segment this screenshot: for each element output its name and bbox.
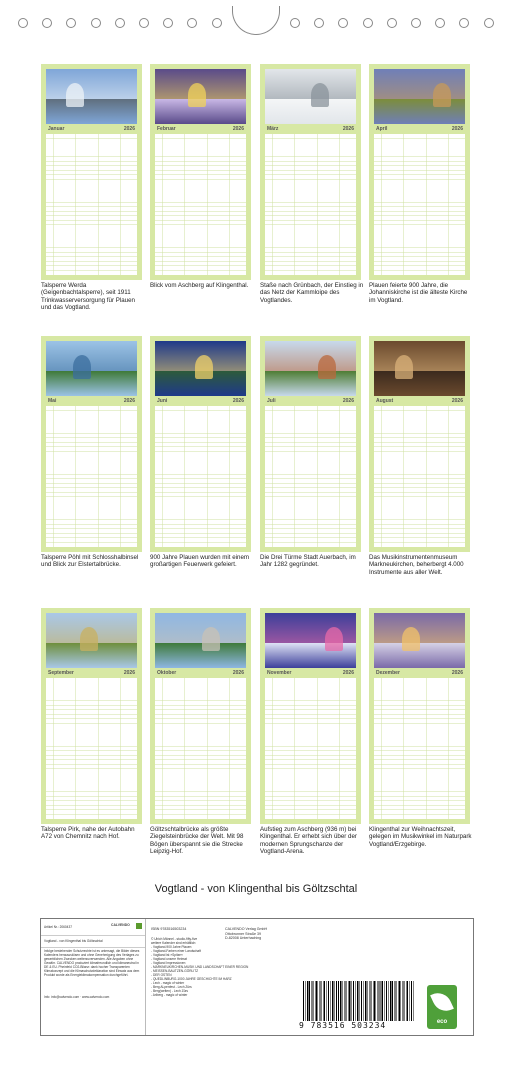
photo-subject — [318, 355, 336, 379]
photo-landscape — [374, 371, 465, 396]
credit-line: weitere Kalender sind erhältlich: — [151, 941, 197, 945]
photo-subject — [433, 83, 451, 107]
product-info-panel — [40, 918, 474, 1036]
credit-line: - MARKNEUKIRCHEN-MUSIK UND LANDSCHAFT EINER REGION — [151, 965, 249, 969]
calvendo-logo-small: CALVENDO — [111, 923, 130, 927]
month-card — [150, 64, 251, 280]
credits-list — [151, 941, 301, 997]
month-name: März — [267, 126, 279, 132]
month-card — [369, 64, 470, 280]
credit-line: - Vogtland unsere Heimat — [151, 957, 187, 961]
month-name: Oktober — [157, 670, 177, 676]
month-photo — [46, 613, 137, 668]
month-header — [374, 397, 465, 405]
legal-text: Infolge bestehender Schutzrechte ist es untersagt, die Bilder dieses Kalenders herauszulösen und ohne Genehmigung des Verlages zu gewerblichen Zwecken weiterzuverwenden. Alle Angaben ohne Gewähr. CALVENDO produziert klimafreundlich und klimaneutral in DE & EU. Pheinfeld CO2-Bilanz: dank hocher Transparenten Klimakonzept und die Klimaschutzdeklaration sind Einsatz aus dem Produkt wurde als Energieklimakompensation durchgeführt. — [44, 949, 140, 977]
month-header — [265, 125, 356, 133]
month-card — [369, 336, 470, 552]
month-header — [46, 397, 137, 405]
month-photo — [374, 341, 465, 396]
month-header — [265, 669, 356, 677]
copyright: © Ulrich Männel - studio-fifty-five — [151, 937, 198, 941]
month-caption: Talsperre Werda (Geigenbachtalsperre), seit 1911 Trinkwasserversorgung für Plauen und das Vogtland. — [41, 282, 135, 312]
month-header — [155, 669, 246, 677]
month-photo — [265, 69, 356, 124]
leaf-icon — [430, 989, 454, 1016]
publisher-line: D-82008 Unterhaching — [225, 936, 262, 941]
month-name: April — [376, 126, 388, 132]
publisher-column — [225, 927, 315, 941]
credit-line: - MEISSEN-BAUTZEN-GÖRLITZ — [151, 969, 199, 973]
photo-landscape — [374, 99, 465, 124]
month-name: Januar — [48, 126, 65, 132]
article-number: Artikel Nr.: 2060437 — [44, 925, 72, 929]
photo-subject — [325, 627, 343, 651]
month-year: 2026 — [232, 398, 244, 404]
month-year: 2026 — [232, 670, 244, 676]
photo-subject — [311, 83, 329, 107]
month-name: Juni — [157, 398, 168, 404]
planner-grid — [265, 134, 356, 275]
planner-grid — [155, 678, 246, 819]
month-photo — [46, 69, 137, 124]
photo-subject — [66, 83, 84, 107]
barcode-number: 9 783516 503234 — [299, 1021, 387, 1030]
month-card — [260, 64, 361, 280]
credit-line: - Vogtland ist »Spitze« — [151, 953, 183, 957]
month-year: 2026 — [342, 398, 354, 404]
planner-grid — [155, 134, 246, 275]
barcode — [303, 981, 415, 1021]
publisher-line: CALVENDO Verlag GmbH — [225, 927, 268, 931]
photo-landscape — [155, 643, 246, 668]
month-card — [369, 608, 470, 824]
calvendo-logo-icon — [136, 923, 142, 929]
photo-subject — [80, 627, 98, 651]
credit-line: - Vogtland Impressionen — [151, 961, 186, 965]
month-caption: Talsperre Pirk, nahe der Autobahn A72 von Chemnitz nach Hof. — [41, 826, 135, 841]
contact-text: Info: info@calvendo.com · www.calvendo.com — [44, 995, 110, 999]
credit-line: - DER OSTEN — [151, 973, 172, 977]
planner-grid — [374, 406, 465, 547]
isbn: ISBN 9783516503234 — [151, 927, 187, 931]
month-name: Juli — [267, 398, 276, 404]
month-header — [46, 669, 137, 677]
month-card — [150, 336, 251, 552]
month-caption: Blick vom Aschberg auf Klingenthal. — [150, 282, 249, 289]
month-name: Dezember — [376, 670, 400, 676]
month-year: 2026 — [342, 670, 354, 676]
month-year: 2026 — [451, 126, 463, 132]
month-photo — [374, 613, 465, 668]
planner-grid — [374, 134, 465, 275]
month-year: 2026 — [123, 126, 135, 132]
article-row — [41, 919, 145, 936]
calendar-title: Vogtland - von Klingenthal bis Göltzschtal — [154, 883, 358, 895]
month-card — [150, 608, 251, 824]
photo-subject — [402, 627, 420, 651]
photo-landscape — [46, 99, 137, 124]
planner-grid — [265, 406, 356, 547]
month-photo — [265, 613, 356, 668]
month-caption: Talsperre Pöhl mit Schlosshalbinsel und Blick zur Elstertalbrücke. — [41, 554, 139, 569]
month-photo — [155, 69, 246, 124]
photo-subject — [73, 355, 91, 379]
month-caption: Die Drei Türme Stadt Auerbach, im Jahr 1282 gegründet. — [260, 554, 356, 569]
planner-grid — [374, 678, 465, 819]
month-name: November — [267, 670, 292, 676]
month-photo — [265, 341, 356, 396]
photo-subject — [395, 355, 413, 379]
publisher-line: Ottobrunner Straße 39 — [225, 931, 261, 936]
credit-line: - Berg(welten) - Lech Zürs — [151, 989, 189, 993]
month-year: 2026 — [451, 670, 463, 676]
month-header — [374, 125, 465, 133]
planner-grid — [265, 678, 356, 819]
month-header — [155, 125, 246, 133]
photo-landscape — [265, 371, 356, 396]
month-year: 2026 — [342, 126, 354, 132]
month-name: Mai — [48, 398, 57, 404]
month-card — [41, 336, 142, 552]
credit-line: - Lech - magic of winter — [151, 981, 185, 985]
month-caption: Göltzschtalbrücke als größte Ziegelsteinbrücke der Welt. Mit 98 Bögen überspannt sie die Strecke Leipzig-Hof. — [150, 826, 244, 856]
eco-badge — [427, 985, 457, 1029]
product-title-row — [41, 935, 145, 948]
month-card — [260, 336, 361, 552]
month-card — [41, 608, 142, 824]
photo-subject — [195, 355, 213, 379]
month-card — [41, 64, 142, 280]
info-left-column — [41, 919, 146, 1035]
credit-line: - Berg ALpenfest - Lech Zürs — [151, 985, 192, 989]
month-header — [46, 125, 137, 133]
month-photo — [46, 341, 137, 396]
month-photo — [155, 341, 246, 396]
month-name: September — [48, 670, 74, 676]
month-caption: Plauen feierte 900 Jahre, die Johanniskirche ist die älteste Kirche im Vogtland. — [369, 282, 468, 304]
credit-line: - Vogtland-900 Jahre Plauen — [151, 945, 192, 949]
planner-grid — [46, 406, 137, 547]
planner-grid — [46, 678, 137, 819]
photo-subject — [188, 83, 206, 107]
month-caption: Klingenthal zur Weihnachtszeit, gelegen im Musikwinkel im Naturpark Vogtland/Erzgebirge. — [369, 826, 472, 848]
month-year: 2026 — [232, 126, 244, 132]
month-header — [374, 669, 465, 677]
month-year: 2026 — [123, 670, 135, 676]
month-year: 2026 — [123, 398, 135, 404]
photo-landscape — [46, 371, 137, 396]
product-title-small: Vogtland - von Klingenthal bis Göltzschtal — [44, 939, 103, 943]
month-caption: 900 Jahre Plauen wurden mit einem großartigen Feuerwerk gefeiert. — [150, 554, 250, 569]
month-photo — [155, 613, 246, 668]
planner-grid — [155, 406, 246, 547]
credit-line: - Arlberg - magic of winter — [151, 993, 188, 997]
eco-label: eco — [436, 1019, 448, 1025]
month-photo — [374, 69, 465, 124]
planner-grid — [46, 134, 137, 275]
credit-line: - QUEDLINBURG-1000 JAHRE GESCHICHTE IM HARZ — [151, 977, 232, 981]
month-name: August — [376, 398, 394, 404]
month-caption: Staße nach Grünbach, der Einstieg in das Netz der Kammloipe des Vogtlandes. — [260, 282, 364, 304]
photo-subject — [202, 627, 220, 651]
month-name: Februar — [157, 126, 176, 132]
credit-line: - Vogtland-Farben einer Landschaft — [151, 949, 201, 953]
month-header — [155, 397, 246, 405]
month-caption: Aufstieg zum Aschberg (936 m) bei Klingenthal. Er erhebt sich über der modernen Sprungschanze der Vogtland-Arena. — [260, 826, 357, 856]
month-card — [260, 608, 361, 824]
month-year: 2026 — [451, 398, 463, 404]
publisher-address — [225, 927, 315, 941]
month-caption: Das Musikinstrumentenmuseum Markneukirchen, beherbergt 4.000 Instrumente aus aller Welt. — [369, 554, 464, 576]
month-header — [265, 397, 356, 405]
